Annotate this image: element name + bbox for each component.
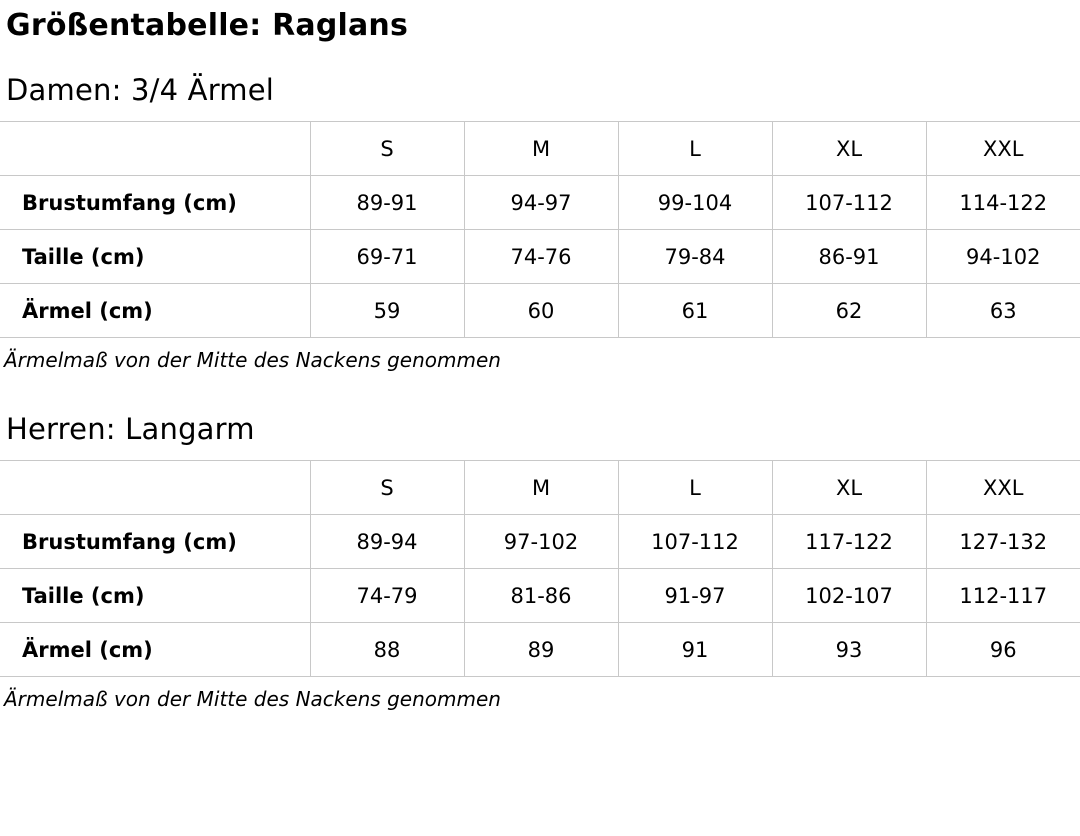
cell-chest-l: 99-104: [618, 176, 772, 230]
cell-waist-xl: 86-91: [772, 230, 926, 284]
row-label-waist: Taille (cm): [0, 230, 310, 284]
cell-waist-l: 79-84: [618, 230, 772, 284]
table-header-women: [0, 122, 1080, 176]
cell-waist-s: 69-71: [310, 230, 464, 284]
cell-sleeve-xl: 93: [772, 623, 926, 677]
cell-waist-m: 74-76: [464, 230, 618, 284]
cell-sleeve-m: 60: [464, 284, 618, 338]
cell-chest-s: 89-94: [310, 515, 464, 569]
page-title: Größentabelle: Raglans: [6, 8, 409, 43]
column-header-l: L: [618, 461, 772, 515]
cell-sleeve-s: 59: [310, 284, 464, 338]
column-header-xl: XL: [772, 122, 926, 176]
cell-chest-xxl: 127-132: [926, 515, 1080, 569]
column-header-m: M: [464, 461, 618, 515]
column-header-l: L: [618, 122, 772, 176]
table-header-row: [0, 122, 1080, 176]
row-label-sleeve: Ärmel (cm): [0, 284, 310, 338]
size-chart-page: [0, 8, 1080, 711]
column-header-m: M: [464, 122, 618, 176]
row-label-waist: Taille (cm): [0, 569, 310, 623]
table-row: [0, 515, 1080, 569]
size-table-men: [0, 460, 1080, 677]
cell-chest-m: 94-97: [464, 176, 618, 230]
column-header-xxl: XXL: [926, 122, 1080, 176]
cell-sleeve-xxl: 96: [926, 623, 1080, 677]
table-row: [0, 176, 1080, 230]
table-row: [0, 569, 1080, 623]
cell-sleeve-l: 61: [618, 284, 772, 338]
section-heading-women: Damen: 3/4 Ärmel: [6, 73, 275, 107]
cell-chest-xl: 107-112: [772, 176, 926, 230]
cell-chest-s: 89-91: [310, 176, 464, 230]
table-note-women: Ärmelmaß von der Mitte des Nackens genommen: [4, 348, 501, 372]
cell-waist-m: 81-86: [464, 569, 618, 623]
cell-sleeve-m: 89: [464, 623, 618, 677]
table-row: [0, 284, 1080, 338]
table-note-men: Ärmelmaß von der Mitte des Nackens genommen: [4, 687, 501, 711]
cell-waist-xl: 102-107: [772, 569, 926, 623]
column-header-corner: [0, 122, 310, 176]
cell-chest-m: 97-102: [464, 515, 618, 569]
column-header-xl: XL: [772, 461, 926, 515]
cell-sleeve-s: 88: [310, 623, 464, 677]
table-row: [0, 623, 1080, 677]
cell-waist-s: 74-79: [310, 569, 464, 623]
cell-waist-xxl: 112-117: [926, 569, 1080, 623]
size-table-women: [0, 121, 1080, 338]
column-header-xxl: XXL: [926, 461, 1080, 515]
cell-sleeve-xl: 62: [772, 284, 926, 338]
table-row: [0, 230, 1080, 284]
column-header-s: S: [310, 122, 464, 176]
cell-chest-l: 107-112: [618, 515, 772, 569]
row-label-chest: Brustumfang (cm): [0, 515, 310, 569]
table-header-row: [0, 461, 1080, 515]
cell-chest-xxl: 114-122: [926, 176, 1080, 230]
column-header-corner: [0, 461, 310, 515]
cell-waist-xxl: 94-102: [926, 230, 1080, 284]
row-label-sleeve: Ärmel (cm): [0, 623, 310, 677]
column-header-s: S: [310, 461, 464, 515]
section-heading-men: Herren: Langarm: [6, 412, 255, 446]
cell-sleeve-l: 91: [618, 623, 772, 677]
table-header-men: [0, 461, 1080, 515]
cell-chest-xl: 117-122: [772, 515, 926, 569]
cell-sleeve-xxl: 63: [926, 284, 1080, 338]
cell-waist-l: 91-97: [618, 569, 772, 623]
row-label-chest: Brustumfang (cm): [0, 176, 310, 230]
